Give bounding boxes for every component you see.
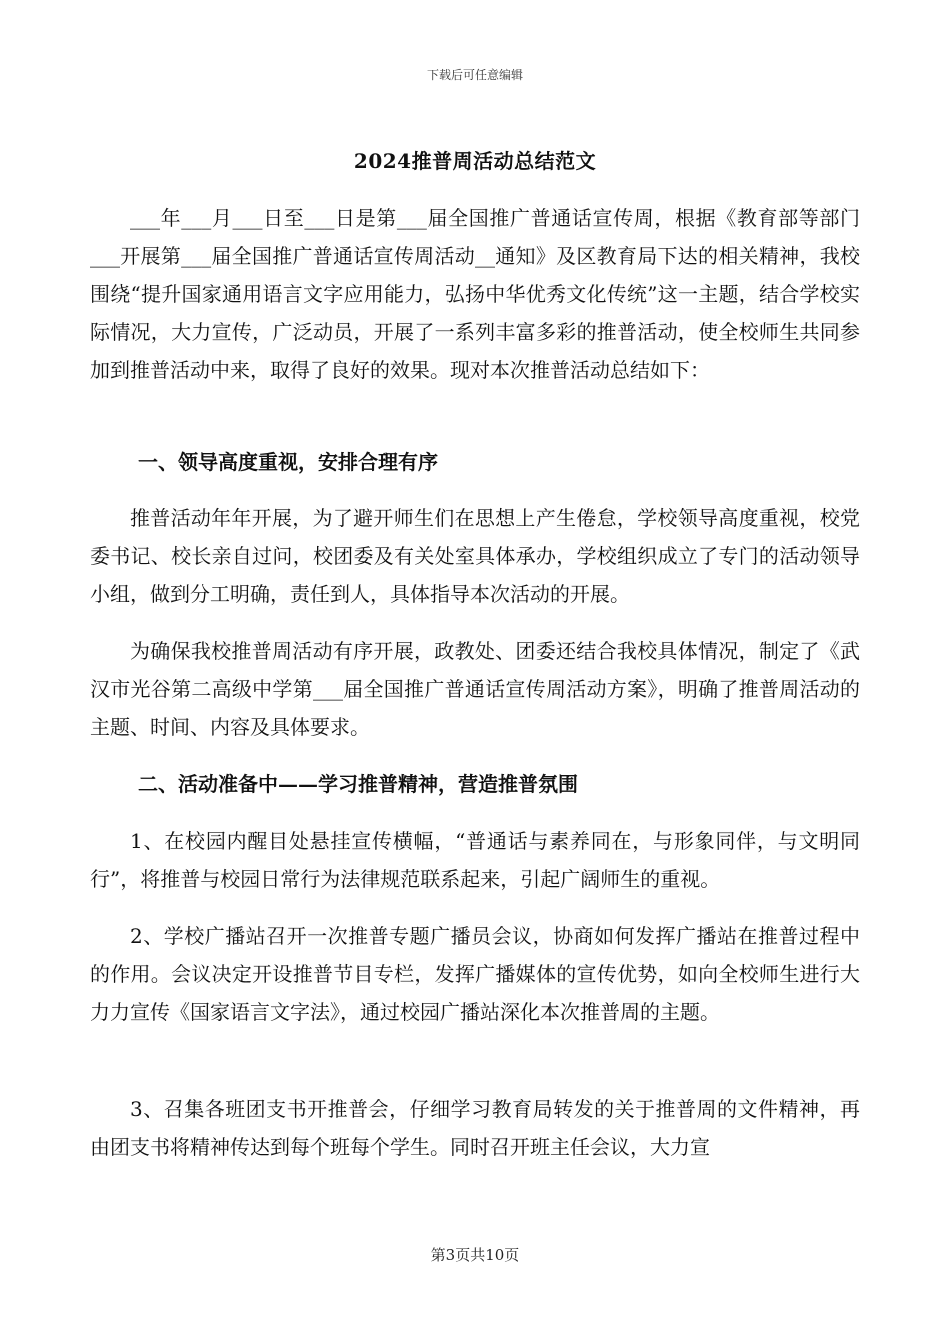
document-title: 2024推普周活动总结范文 [353, 149, 597, 173]
section2-paragraph-3: 3、召集各班团支书开推普会，仔细学习教育局转发的关于推普周的文件精神，再由团支书将精神传达到每个班每个学生。同时召开班主任会议，大力宣 [90, 1097, 860, 1159]
section1-p1-block [90, 499, 860, 613]
intro-block [90, 199, 860, 389]
section2-heading-block [90, 765, 860, 803]
section2-p2-block [90, 917, 860, 1031]
page-header-note: 下载后可任意编辑 [426, 68, 523, 82]
section1-heading-block [90, 443, 860, 481]
intro-paragraph: ___年___月___日至___日是第___届全国推广普通话宣传周，根据《教育部等部门___开展第___届全国推广普通话宣传周活动__通知》及区教育局下达的相关精神，我校围绕“提升国家通用语言文字应用能力，弘扬中华优秀文化传统”这一主题，结合学校实际情况，大力宣传，广泛动员，开展了一系列丰富多彩的推普活动，使全校师生共同参加到推普活动中来，取得了良好的效果。现对本次推普活动总结如下： [90, 206, 860, 382]
section1-p2-block [90, 632, 860, 746]
section1-paragraph-2: 为确保我校推普周活动有序开展，政教处、团委还结合我校具体情况，制定了《武汉市光谷第二高级中学第___届全国推广普通话宣传周活动方案》，明确了推普周活动的主题、时间、内容及具体要求。 [90, 639, 860, 739]
section1-heading: 一、领导高度重视，安排合理有序 [138, 450, 438, 474]
section2-p3-block [90, 1090, 860, 1166]
section2-heading: 二、活动准备中——学习推普精神，营造推普氛围 [138, 772, 578, 796]
section2-paragraph-2: 2、学校广播站召开一次推普专题广播员会议，协商如何发挥广播站在推普过程中的作用。会议决定开设推普节目专栏，发挥广播媒体的宣传优势，如向全校师生进行大力力宣传《国家语言文字法》，通过校园广播站深化本次推普周的主题。 [90, 924, 860, 1024]
section1-paragraph-1: 推普活动年年开展，为了避开师生们在思想上产生倦怠，学校领导高度重视，校党委书记、校长亲自过问，校团委及有关处室具体承办，学校组织成立了专门的活动领导小组，做到分工明确，责任到人，具体指导本次活动的开展。 [90, 506, 860, 606]
section2-p1-block [90, 822, 860, 898]
section2-paragraph-1: 1、在校园内醒目处悬挂宣传横幅，“普通话与素养同在，与形象同伴，与文明同行”，将推普与校园日常行为法律规范联系起来，引起广阔师生的重视。 [90, 829, 860, 891]
page-number: 第3页共10页 [430, 1246, 520, 1264]
